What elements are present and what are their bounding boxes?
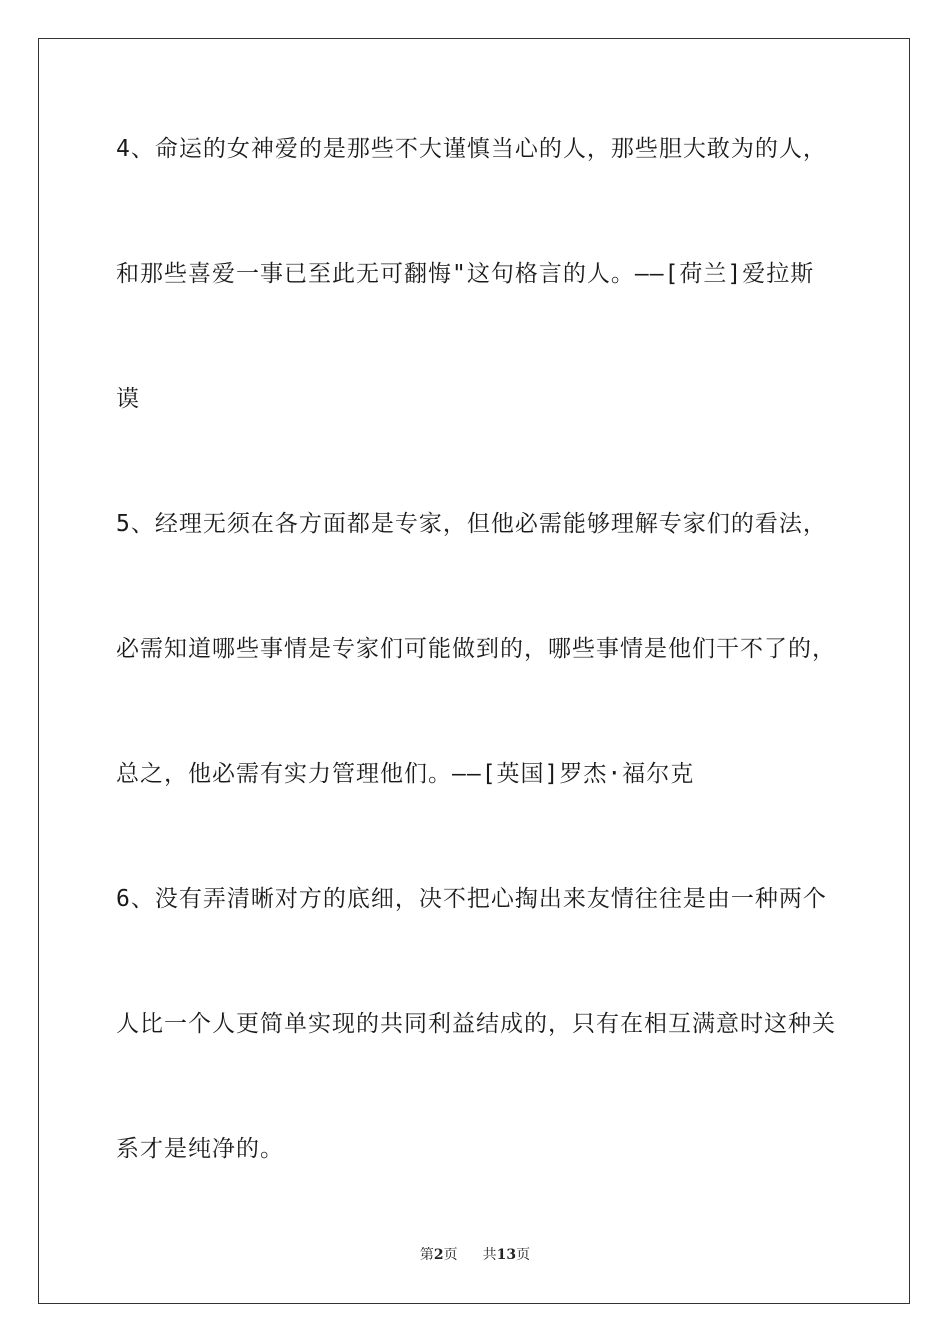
page-footer: [0, 1245, 950, 1265]
page-number: 第2页: [419, 1247, 458, 1263]
text-line: 必需知道哪些事情是专家们可能做到的，哪些事情是他们干不了的，: [116, 636, 836, 662]
text-line: 谟: [116, 386, 140, 412]
text-line: 5、经理无须在各方面都是专家，但他必需能够理解专家们的看法，: [116, 511, 827, 537]
text-line: 总之，他必需有实力管理他们。——[英国]罗杰·福尔克: [116, 761, 695, 787]
page-total: 共13页: [482, 1247, 531, 1263]
text-line: 人比一个人更简单实现的共同利益结成的，只有在相互满意时这种关: [116, 1011, 836, 1037]
text-line: 6、没有弄清晰对方的底细，决不把心掏出来友情往往是由一种两个: [116, 886, 827, 912]
text-line: 和那些喜爱一事已至此无可翻悔"这句格言的人。——[荷兰]爱拉斯: [116, 261, 815, 287]
text-line: 4、命运的女神爱的是那些不大谨慎当心的人，那些胆大敢为的人，: [116, 136, 827, 162]
page-border: [38, 38, 910, 1304]
text-line: 系才是纯净的。: [116, 1136, 284, 1162]
